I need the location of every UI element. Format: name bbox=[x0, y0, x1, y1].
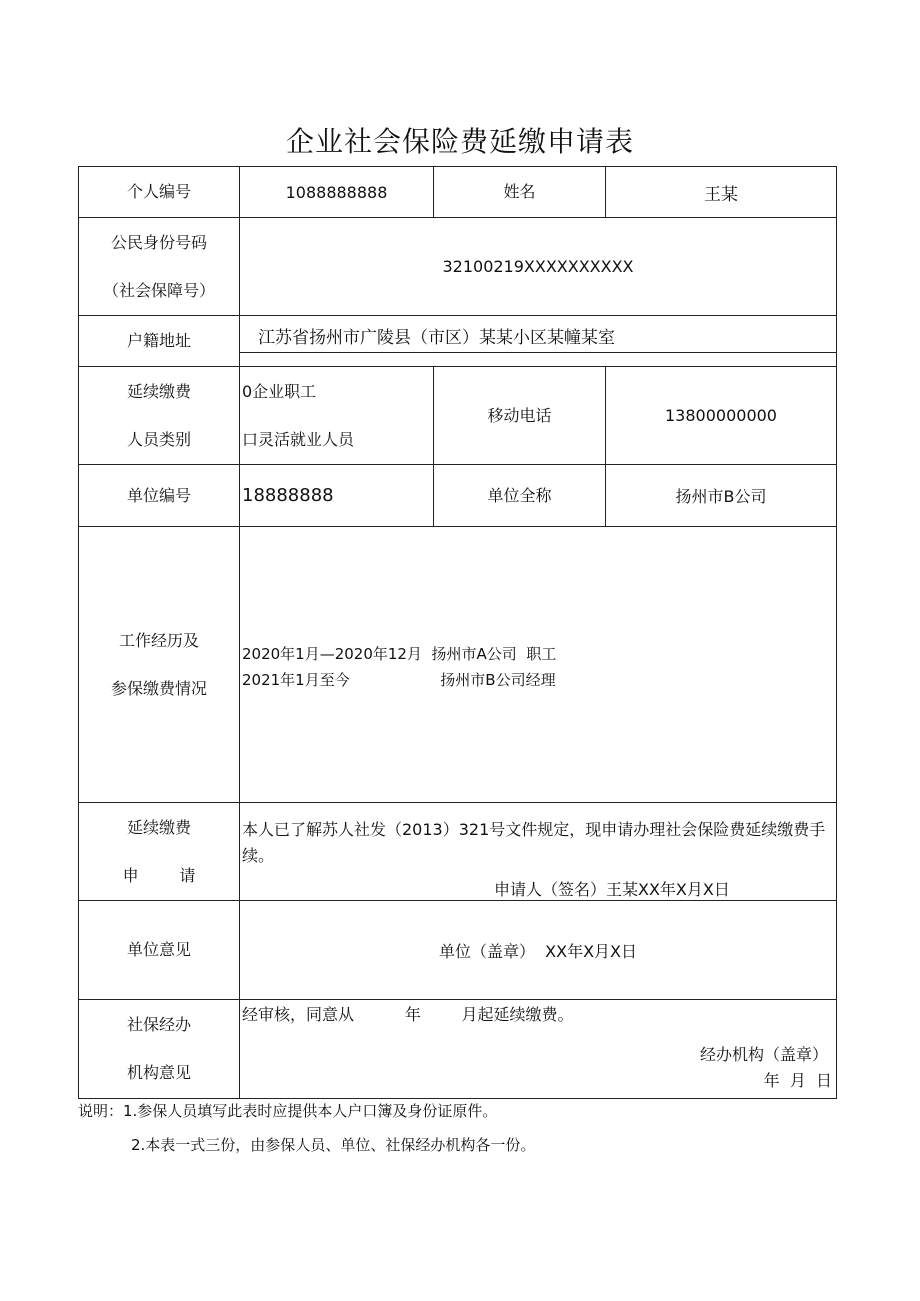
table-row bbox=[79, 367, 837, 465]
idcard-label-line-1: 公民身份号码 bbox=[110, 232, 207, 252]
work-label-line-2: 参保缴费情况 bbox=[110, 678, 207, 698]
work-label-line-1: 工作经历及 bbox=[118, 630, 199, 650]
unit-opinion-label: 单位意见 bbox=[79, 901, 240, 1000]
table-row bbox=[79, 316, 837, 367]
name-label: 姓名 bbox=[434, 167, 606, 218]
address-underline bbox=[240, 352, 836, 353]
work-history-label bbox=[79, 527, 240, 803]
table-row bbox=[79, 1000, 837, 1099]
table-row bbox=[79, 803, 837, 901]
agency-org: 经办机构（盖章） bbox=[699, 1045, 828, 1064]
category-label-line-2: 人员类别 bbox=[126, 429, 191, 449]
mobile-field[interactable]: 13800000000 bbox=[606, 367, 837, 465]
address-value: 江苏省扬州市广陵县（市区）某某小区某幢某室 bbox=[258, 327, 615, 348]
apply-label-line-1: 延续缴费 bbox=[126, 817, 191, 837]
apply-label-line-2: 申 请 bbox=[122, 865, 196, 885]
idcard-field[interactable]: 32100219XXXXXXXXXX bbox=[240, 218, 837, 316]
agency-label-line-1: 社保经办 bbox=[126, 1015, 191, 1034]
note-2: 2.本表一式三份，由参保人员、单位、社保经办机构各一份。 bbox=[131, 1136, 536, 1154]
table-row bbox=[79, 167, 837, 218]
address-label: 户籍地址 bbox=[79, 316, 240, 367]
category-options bbox=[240, 367, 434, 465]
name-field[interactable]: 王某 bbox=[606, 167, 837, 218]
page-title: 企业社会保险费延缴申请表 bbox=[285, 125, 634, 158]
personal-id-label: 个人编号 bbox=[79, 167, 240, 218]
apply-text: 本人已了解苏人社发（2013）321号文件规定，现申请办理社会保险费延续缴费手续。 bbox=[242, 820, 826, 865]
category-label bbox=[79, 367, 240, 465]
category-option-employee[interactable]: 0企业职工 bbox=[242, 381, 317, 401]
unit-name-label: 单位全称 bbox=[434, 465, 606, 527]
apply-label bbox=[79, 803, 240, 901]
unit-opinion-field[interactable]: 单位（盖章） XX年X月X日 bbox=[240, 901, 837, 1000]
agency-opinion-label bbox=[79, 1000, 240, 1099]
idcard-label bbox=[79, 218, 240, 316]
work-history-field[interactable] bbox=[240, 527, 837, 803]
agency-text: 经审核，同意从 年 月起延续缴费。 bbox=[242, 1005, 574, 1024]
category-label-line-1: 延续缴费 bbox=[126, 381, 191, 401]
apply-signature: 申请人（签名）王某XX年X月X日 bbox=[494, 880, 730, 899]
category-option-flexible[interactable]: 口灵活就业人员 bbox=[242, 429, 355, 449]
agency-date: 年 月 日 bbox=[763, 1071, 832, 1090]
work-line-1: 2020年1月—2020年12月 扬州市A公司 职工 bbox=[242, 645, 557, 663]
unit-no-label: 单位编号 bbox=[79, 465, 240, 527]
table-row bbox=[79, 218, 837, 316]
table-row bbox=[79, 465, 837, 527]
work-line-2: 2021年1月至今 扬州市B公司经理 bbox=[242, 671, 556, 689]
unit-name-field[interactable]: 扬州市B公司 bbox=[606, 465, 837, 527]
agency-opinion-field[interactable] bbox=[240, 1000, 837, 1099]
idcard-label-line-2: （社会保障号） bbox=[102, 280, 215, 300]
application-form-table bbox=[78, 166, 837, 1099]
table-row bbox=[79, 901, 837, 1000]
mobile-label: 移动电话 bbox=[434, 367, 606, 465]
address-field[interactable] bbox=[240, 316, 837, 367]
note-1: 说明：1.参保人员填写此表时应提供本人户口簿及身份证原件。 bbox=[78, 1102, 498, 1120]
unit-no-field[interactable]: 18888888 bbox=[240, 465, 434, 527]
personal-id-field[interactable]: 1088888888 bbox=[240, 167, 434, 218]
apply-field[interactable] bbox=[240, 803, 837, 901]
table-row bbox=[79, 527, 837, 803]
agency-label-line-2: 机构意见 bbox=[126, 1063, 191, 1082]
